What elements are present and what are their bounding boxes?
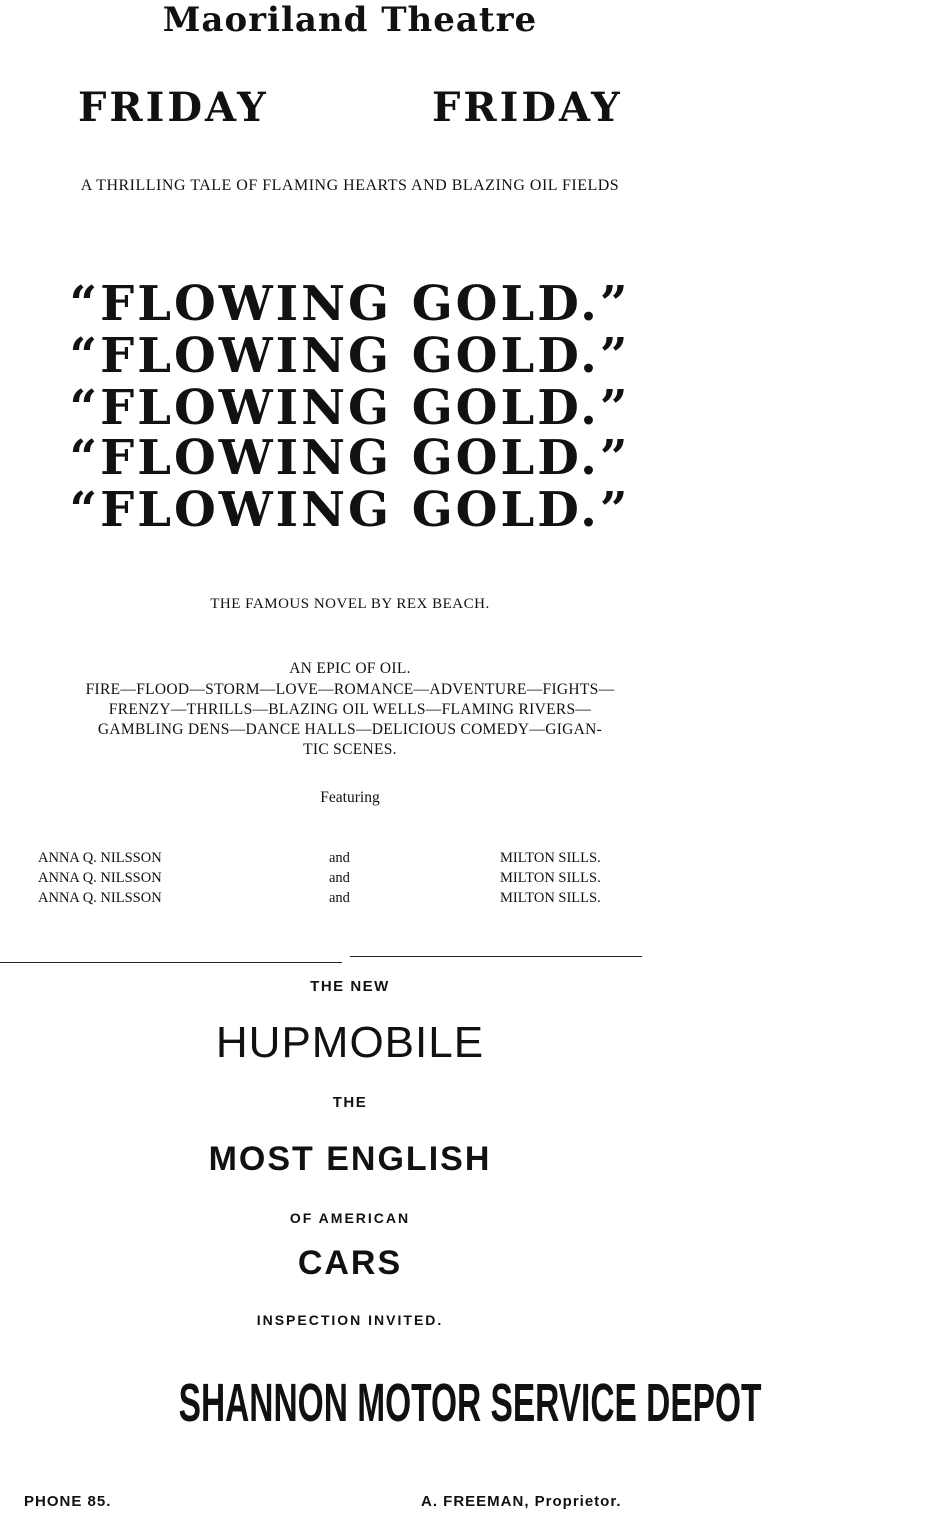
the-new-label: THE NEW <box>310 978 390 995</box>
cast-lead-actress: ANNA Q. NILSSON <box>38 850 162 866</box>
film-tagline: A THRILLING TALE OF FLAMING HEARTS AND BLAZING OIL FIELDS <box>80 177 620 194</box>
the-label: THE <box>332 1094 368 1111</box>
epic-description-line: AN EPIC OF OIL. <box>289 660 411 677</box>
cast-conjunction: and <box>329 850 350 866</box>
proprietor-name: A. FREEMAN, Proprietor. <box>421 1493 622 1510</box>
business-name-heading <box>0 1372 762 1450</box>
cast-conjunction: and <box>329 890 350 906</box>
section-divider-left <box>0 962 342 963</box>
film-title-line: “FLOWING GOLD.” <box>69 430 631 486</box>
theatre-name-heading: Maoriland Theatre <box>162 0 538 40</box>
day-heading-left: FRIDAY <box>78 84 269 131</box>
cast-conjunction: and <box>329 870 350 886</box>
film-title-line: “FLOWING GOLD.” <box>69 328 631 384</box>
cast-lead-actor: MILTON SILLS. <box>500 890 601 906</box>
phone-number: PHONE 85. <box>24 1493 112 1510</box>
cast-lead-actor: MILTON SILLS. <box>500 850 601 866</box>
cast-lead-actor: MILTON SILLS. <box>500 870 601 886</box>
film-title-line: “FLOWING GOLD.” <box>69 276 631 332</box>
film-title-line: “FLOWING GOLD.” <box>69 482 631 538</box>
cast-lead-actress: ANNA Q. NILSSON <box>38 890 162 906</box>
film-title-line: “FLOWING GOLD.” <box>69 380 631 436</box>
most-english-heading: MOST ENGLISH <box>208 1140 492 1178</box>
car-model-heading: HUPMOBILE <box>215 1018 485 1067</box>
epic-description-line: FIRE—FLOOD—STORM—LOVE—ROMANCE—ADVENTURE—FIGHTS— <box>85 681 615 698</box>
featuring-label: Featuring <box>320 789 380 806</box>
business-name-text: SHANNON MOTOR SERVICE DEPOT <box>178 1373 762 1433</box>
epic-description-line: FRENZY—THRILLS—BLAZING OIL WELLS—FLAMING RIVERS— <box>108 701 592 718</box>
inspection-invited-label: INSPECTION INVITED. <box>256 1312 444 1328</box>
epic-description-line: GAMBLING DENS—DANCE HALLS—DELICIOUS COMEDY—GIGAN- <box>97 721 603 738</box>
day-heading-right: FRIDAY <box>432 84 623 131</box>
cars-heading: CARS <box>297 1244 403 1282</box>
cast-lead-actress: ANNA Q. NILSSON <box>38 870 162 886</box>
of-american-label: OF AMERICAN <box>289 1210 411 1226</box>
epic-description-line: TIC SCENES. <box>303 741 397 758</box>
novel-credit: THE FAMOUS NOVEL BY REX BEACH. <box>210 596 490 612</box>
section-divider-right <box>350 956 642 957</box>
